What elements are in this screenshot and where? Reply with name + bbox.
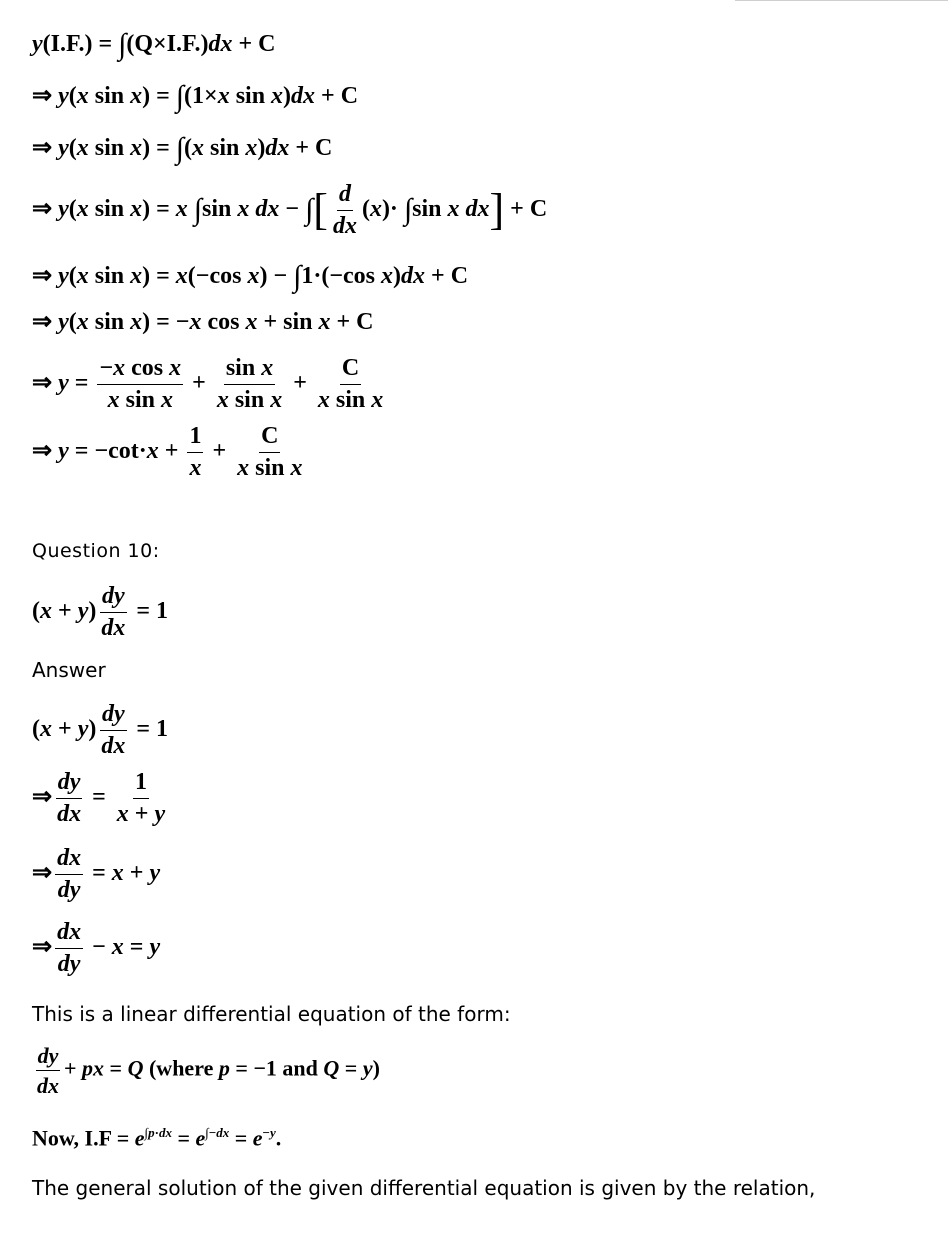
solution-line-4: ⇒ y(x sin x) = x ∫sin x dx − ∫[ $\frac{d}{dx}$ (x)· ∫sin x dx] + C bbox=[32, 181, 548, 240]
question-label: Question 10: bbox=[32, 540, 160, 562]
linear-form-text: This is a linear differential equation of the form: bbox=[32, 1002, 511, 1026]
answer-step-2: ⇒ $\frac{dy}{dx}$ = $\frac{1}{x + y}$ bbox=[32, 769, 166, 828]
solution-line-6: ⇒ y(x sin x) = −x cos x + sin x + C bbox=[32, 309, 374, 335]
answer-step-3: ⇒ $\frac{dx}{dy}$ = x + y bbox=[32, 845, 161, 904]
solution-line-3: ⇒ y(x sin x) = ∫(x sin x)dx + C bbox=[32, 132, 333, 165]
solution-line-7: ⇒ y = $\frac{\text{−x cos x}}{\text{x sin x}}$ + $\frac{\text{sin x}}{\text{x sin x}}$ + $\frac{C}{\text{x sin x}}$ bbox=[32, 355, 384, 414]
top-rule bbox=[735, 0, 948, 1]
linear-form-equation: $\frac{dy}{dx}$ + px = Q (where p = −1 and Q = y) bbox=[37, 1043, 380, 1099]
solution-line-8: ⇒ y = −cot·x + $\frac{1}{x}$ + $\frac{C}{\text{x sin x}}$ bbox=[32, 423, 303, 482]
solution-line-2: ⇒ y(x sin x) = ∫(1×x sin x)dx + C bbox=[32, 80, 359, 113]
answer-step-4: ⇒ $\frac{dx}{dy}$ − x = y bbox=[32, 919, 161, 978]
solution-line-1: y(I.F.) = ∫(Q×I.F.)dx + C bbox=[32, 28, 276, 61]
solution-line-5: ⇒ y(x sin x) = x(−cos x) − ∫1·(−cos x)dx + C bbox=[32, 260, 469, 293]
answer-label: Answer bbox=[32, 658, 106, 682]
integrating-factor-line: Now, $I.F = e^{\int p\cdot dx} = e^{\int-dx} = e^{-y}$. bbox=[32, 1125, 282, 1151]
question-equation: (x + y) $\frac{dy}{dx}$ = 1 bbox=[32, 583, 169, 642]
general-solution-text: The general solution of the given differential equation is given by the relation, bbox=[32, 1176, 816, 1200]
answer-step-1: (x + y) $\frac{dy}{dx}$ = 1 bbox=[32, 701, 169, 760]
